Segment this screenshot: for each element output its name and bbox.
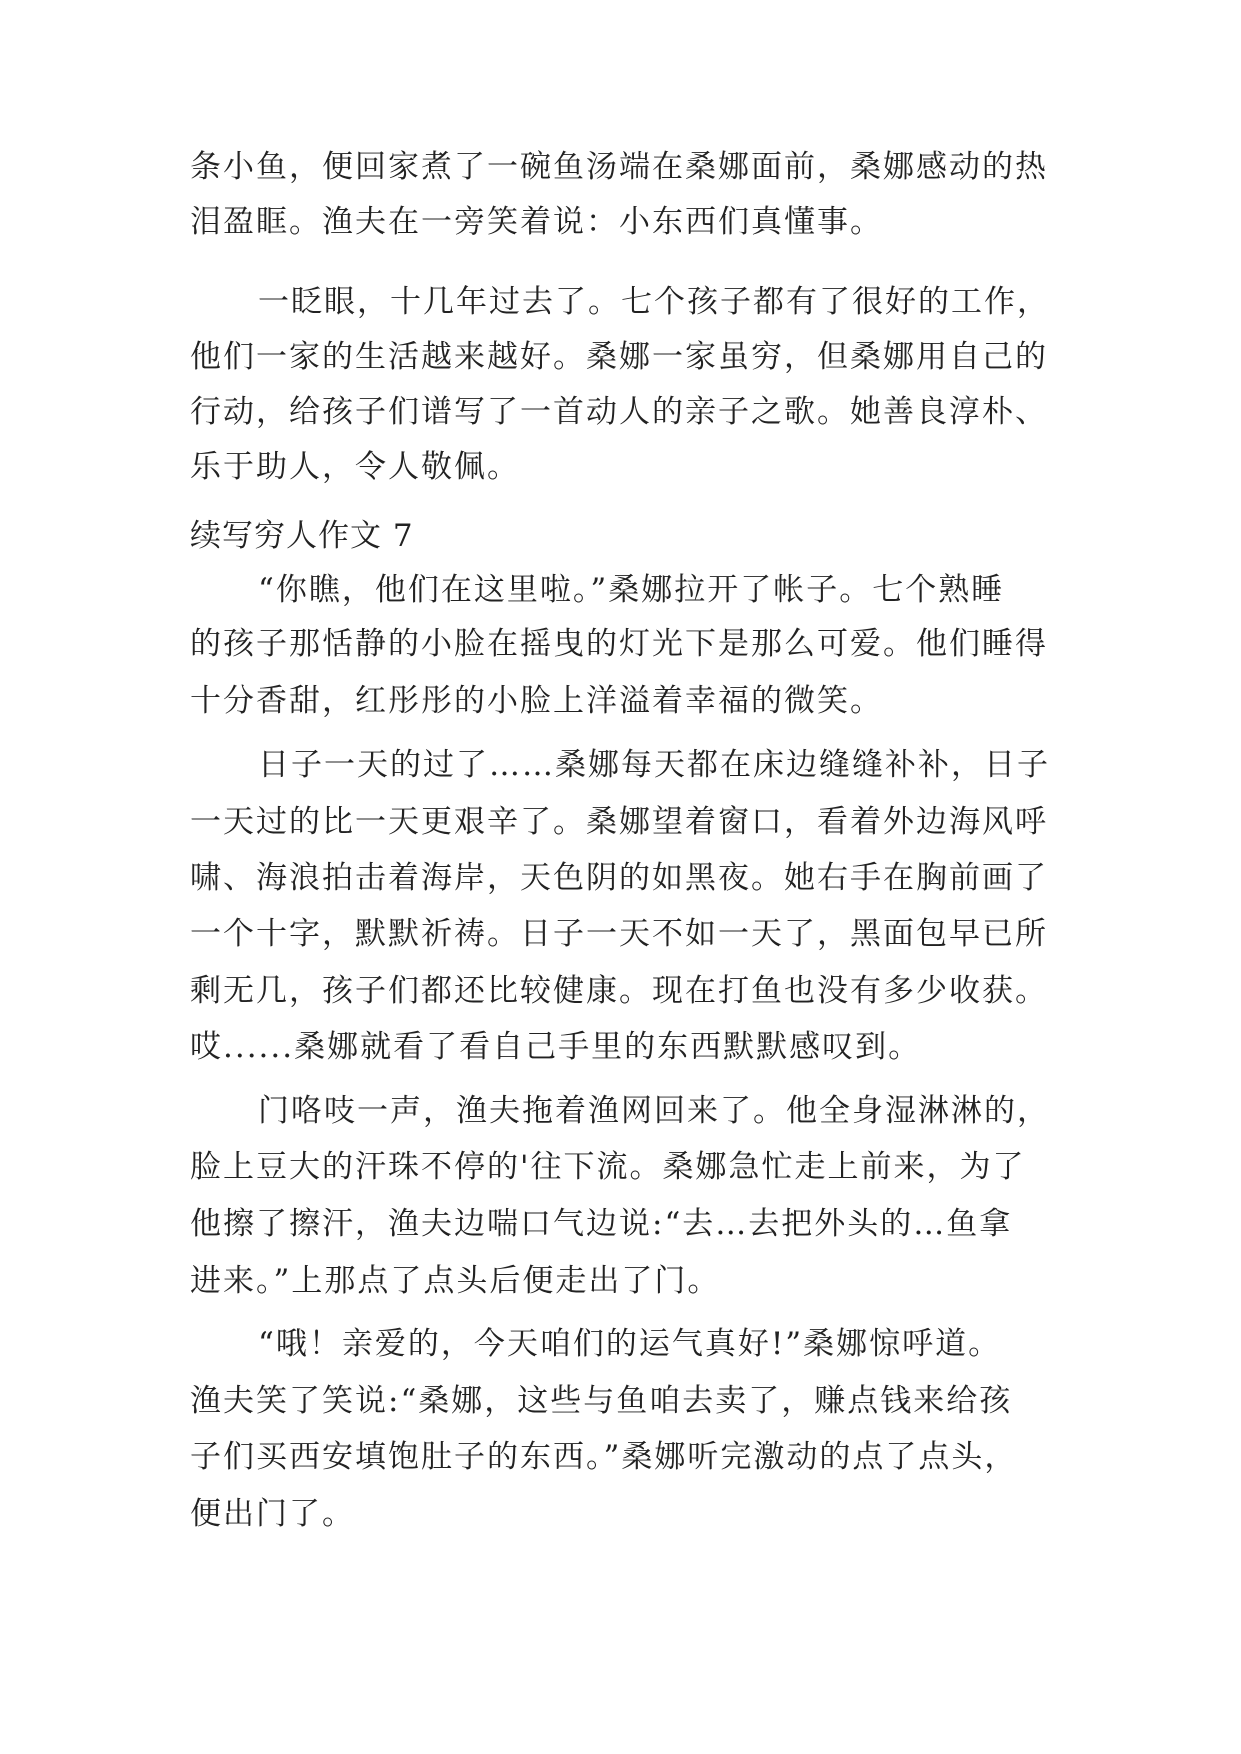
paragraph-line: 脸上豆大的汗珠不停的'往下流。桑娜急忙走上前来，为了 bbox=[190, 1149, 1026, 1185]
paragraph-line: 他们一家的生活越来越好。桑娜一家虽穷，但桑娜用自己的 bbox=[190, 339, 1048, 375]
paragraph-line: 子们买西安填饱肚子的东西。”桑娜听完激动的点了点头， bbox=[190, 1439, 1018, 1475]
paragraph-line: 日子一天的过了……桑娜每天都在床边缝缝补补，日子 bbox=[258, 747, 1050, 783]
paragraph-line: 乐于助人，令人敬佩。 bbox=[190, 449, 520, 485]
paragraph-line: 一个十字，默默祈祷。日子一天不如一天了，黑面包早已所 bbox=[190, 916, 1048, 952]
paragraph-line: 他擦了擦汗，渔夫边喘口气边说:“去…去把外头的…鱼拿 bbox=[190, 1206, 1013, 1242]
paragraph-line: 进来。”上那点了点头后便走出了门。 bbox=[190, 1263, 721, 1299]
paragraph-line: 啸、海浪拍击着海岸，天色阴的如黑夜。她右手在胸前画了 bbox=[190, 860, 1048, 896]
paragraph-line: 十分香甜，红彤彤的小脸上洋溢着幸福的微笑。 bbox=[190, 683, 883, 719]
paragraph-line: “你瞧，他们在这里啦。”桑娜拉开了帐子。七个熟睡 bbox=[258, 572, 1005, 608]
paragraph-line: 哎......桑娜就看了看自己手里的东西默默感叹到。 bbox=[190, 1029, 922, 1065]
section-heading: 续写穷人作文 7 bbox=[190, 518, 414, 554]
paragraph-line: 便出门了。 bbox=[190, 1496, 355, 1532]
paragraph-line: 行动，给孩子们谱写了一首动人的亲子之歌。她善良淳朴、 bbox=[190, 394, 1048, 430]
paragraph-line: 渔夫笑了笑说:“桑娜，这些与鱼咱去卖了，赚点钱来给孩 bbox=[190, 1383, 1013, 1419]
paragraph-line: 泪盈眶。渔夫在一旁笑着说：小东西们真懂事。 bbox=[190, 204, 883, 240]
paragraph-line: 一天过的比一天更艰辛了。桑娜望着窗口，看着外边海风呼 bbox=[190, 804, 1048, 840]
paragraph-line: 的孩子那恬静的小脸在摇曳的灯光下是那么可爱。他们睡得 bbox=[190, 626, 1048, 662]
paragraph-line: 门咯吱一声，渔夫拖着渔网回来了。他全身湿淋淋的， bbox=[258, 1093, 1050, 1129]
paragraph-line: 一眨眼，十几年过去了。七个孩子都有了很好的工作， bbox=[258, 284, 1050, 320]
paragraph-line: 剩无几，孩子们都还比较健康。现在打鱼也没有多少收获。 bbox=[190, 973, 1048, 1009]
paragraph-line: 条小鱼，便回家煮了一碗鱼汤端在桑娜面前，桑娜感动的热 bbox=[190, 149, 1048, 185]
paragraph-line: “哦！亲爱的，今天咱们的运气真好!”桑娜惊呼道。 bbox=[258, 1326, 1002, 1362]
